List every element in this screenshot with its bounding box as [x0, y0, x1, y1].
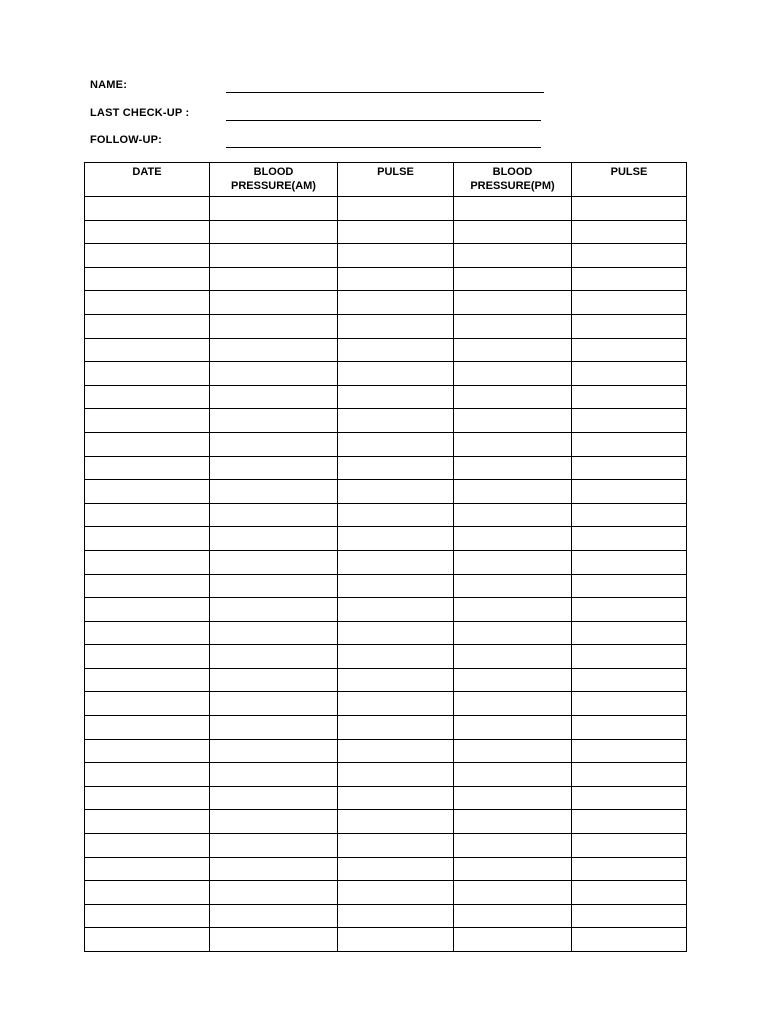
- last-check-up-blank-line[interactable]: [226, 120, 541, 121]
- table-cell-blood-pressure-pm[interactable]: [454, 668, 572, 692]
- table-cell-blood-pressure-am[interactable]: [210, 409, 338, 433]
- follow-up-label: FOLLOW-UP:: [90, 134, 163, 146]
- table-row: [85, 362, 687, 386]
- table-cell-blood-pressure-am[interactable]: [210, 857, 338, 881]
- table-cell-blood-pressure-am[interactable]: [210, 598, 338, 622]
- table-cell-pulse-am[interactable]: [338, 621, 454, 645]
- table-cell-pulse-am[interactable]: [338, 668, 454, 692]
- table-row: [85, 810, 687, 834]
- table-cell-pulse-pm[interactable]: [572, 928, 687, 952]
- table-row: [85, 432, 687, 456]
- table-cell-blood-pressure-pm[interactable]: [454, 432, 572, 456]
- table-row: [85, 550, 687, 574]
- table-cell-pulse-pm[interactable]: [572, 220, 687, 244]
- table-cell-date[interactable]: [85, 456, 210, 480]
- table-cell-pulse-am[interactable]: [338, 503, 454, 527]
- column-header-date: DATE: [85, 163, 210, 197]
- table-cell-blood-pressure-pm[interactable]: [454, 692, 572, 716]
- table-cell-pulse-am[interactable]: [338, 432, 454, 456]
- table-cell-blood-pressure-am[interactable]: [210, 197, 338, 221]
- table-cell-blood-pressure-pm[interactable]: [454, 763, 572, 787]
- table-cell-pulse-am[interactable]: [338, 244, 454, 268]
- table-row: [85, 621, 687, 645]
- table-cell-pulse-pm[interactable]: [572, 291, 687, 315]
- table-cell-blood-pressure-am[interactable]: [210, 881, 338, 905]
- table-row: [85, 881, 687, 905]
- table-row: [85, 598, 687, 622]
- table-cell-pulse-pm[interactable]: [572, 716, 687, 740]
- table-cell-date[interactable]: [85, 267, 210, 291]
- table-cell-pulse-pm[interactable]: [572, 786, 687, 810]
- table-cell-date[interactable]: [85, 527, 210, 551]
- table-cell-pulse-am[interactable]: [338, 904, 454, 928]
- table-cell-date[interactable]: [85, 244, 210, 268]
- table-cell-blood-pressure-pm[interactable]: [454, 857, 572, 881]
- table-row: [85, 857, 687, 881]
- table-cell-blood-pressure-pm[interactable]: [454, 385, 572, 409]
- table-cell-date[interactable]: [85, 385, 210, 409]
- table-cell-blood-pressure-am[interactable]: [210, 550, 338, 574]
- table-cell-date[interactable]: [85, 598, 210, 622]
- table-cell-pulse-pm[interactable]: [572, 763, 687, 787]
- table-row: [85, 291, 687, 315]
- table-cell-pulse-am[interactable]: [338, 338, 454, 362]
- table-cell-blood-pressure-pm[interactable]: [454, 834, 572, 858]
- table-row: [85, 503, 687, 527]
- column-header-pulse-pm: PULSE: [572, 163, 687, 197]
- table-cell-blood-pressure-am[interactable]: [210, 928, 338, 952]
- table-row: [85, 692, 687, 716]
- table-cell-date[interactable]: [85, 314, 210, 338]
- table-header-row: [85, 163, 687, 197]
- table-row: [85, 834, 687, 858]
- table-cell-blood-pressure-am[interactable]: [210, 527, 338, 551]
- table-cell-date[interactable]: [85, 338, 210, 362]
- table-row: [85, 668, 687, 692]
- table-cell-pulse-am[interactable]: [338, 220, 454, 244]
- table-cell-date[interactable]: [85, 668, 210, 692]
- table-cell-blood-pressure-pm[interactable]: [454, 645, 572, 669]
- table-cell-pulse-am[interactable]: [338, 786, 454, 810]
- table-cell-pulse-pm[interactable]: [572, 503, 687, 527]
- table-cell-blood-pressure-am[interactable]: [210, 716, 338, 740]
- table-row: [85, 385, 687, 409]
- table-cell-blood-pressure-pm[interactable]: [454, 503, 572, 527]
- table-row: [85, 645, 687, 669]
- table-cell-blood-pressure-am[interactable]: [210, 220, 338, 244]
- table-cell-date[interactable]: [85, 739, 210, 763]
- table-cell-blood-pressure-pm[interactable]: [454, 928, 572, 952]
- table-cell-blood-pressure-am[interactable]: [210, 267, 338, 291]
- table-cell-pulse-am[interactable]: [338, 197, 454, 221]
- table-cell-blood-pressure-am[interactable]: [210, 739, 338, 763]
- table-cell-date[interactable]: [85, 432, 210, 456]
- table-cell-blood-pressure-pm[interactable]: [454, 409, 572, 433]
- table-cell-pulse-pm[interactable]: [572, 385, 687, 409]
- table-cell-pulse-pm[interactable]: [572, 480, 687, 504]
- table-row: [85, 409, 687, 433]
- table-cell-blood-pressure-pm[interactable]: [454, 267, 572, 291]
- table-cell-pulse-am[interactable]: [338, 881, 454, 905]
- table-row: [85, 763, 687, 787]
- table-row: [85, 786, 687, 810]
- table-cell-pulse-pm[interactable]: [572, 645, 687, 669]
- table-row: [85, 267, 687, 291]
- table-cell-blood-pressure-am[interactable]: [210, 503, 338, 527]
- table-cell-pulse-pm[interactable]: [572, 598, 687, 622]
- table-cell-pulse-am[interactable]: [338, 409, 454, 433]
- table-cell-date[interactable]: [85, 480, 210, 504]
- table-cell-pulse-am[interactable]: [338, 739, 454, 763]
- table-cell-blood-pressure-pm[interactable]: [454, 621, 572, 645]
- table-cell-blood-pressure-pm[interactable]: [454, 904, 572, 928]
- table-row: [85, 574, 687, 598]
- table-cell-pulse-am[interactable]: [338, 928, 454, 952]
- table-cell-pulse-pm[interactable]: [572, 314, 687, 338]
- table-cell-pulse-am[interactable]: [338, 550, 454, 574]
- table-cell-blood-pressure-pm[interactable]: [454, 739, 572, 763]
- table-cell-date[interactable]: [85, 574, 210, 598]
- table-cell-pulse-am[interactable]: [338, 362, 454, 386]
- table-cell-pulse-pm[interactable]: [572, 197, 687, 221]
- table-cell-pulse-am[interactable]: [338, 527, 454, 551]
- table-cell-blood-pressure-am[interactable]: [210, 574, 338, 598]
- column-header-blood-pressure-pm: BLOOD PRESSURE(PM): [454, 163, 572, 197]
- table-cell-blood-pressure-pm[interactable]: [454, 338, 572, 362]
- table-cell-blood-pressure-pm[interactable]: [454, 574, 572, 598]
- name-label: NAME:: [90, 79, 128, 91]
- table-row: [85, 244, 687, 268]
- table-cell-date[interactable]: [85, 362, 210, 386]
- follow-up-blank-line[interactable]: [226, 147, 541, 148]
- table-cell-blood-pressure-am[interactable]: [210, 480, 338, 504]
- table-cell-pulse-pm[interactable]: [572, 527, 687, 551]
- table-row: [85, 527, 687, 551]
- table-cell-blood-pressure-am[interactable]: [210, 621, 338, 645]
- table-cell-blood-pressure-am[interactable]: [210, 456, 338, 480]
- table-cell-pulse-pm[interactable]: [572, 739, 687, 763]
- last-check-up-label: LAST CHECK-UP :: [90, 107, 190, 119]
- table-cell-pulse-pm[interactable]: [572, 432, 687, 456]
- table-row: [85, 456, 687, 480]
- table-cell-pulse-pm[interactable]: [572, 904, 687, 928]
- table-cell-pulse-pm[interactable]: [572, 810, 687, 834]
- table-cell-date[interactable]: [85, 692, 210, 716]
- table-cell-date[interactable]: [85, 881, 210, 905]
- table-row: [85, 716, 687, 740]
- table-cell-date[interactable]: [85, 220, 210, 244]
- table-body: [85, 197, 687, 952]
- column-header-pulse-am: PULSE: [338, 163, 454, 197]
- table-cell-pulse-am[interactable]: [338, 692, 454, 716]
- table-cell-blood-pressure-am[interactable]: [210, 291, 338, 315]
- table-cell-blood-pressure-am[interactable]: [210, 904, 338, 928]
- table-cell-pulse-am[interactable]: [338, 763, 454, 787]
- table-cell-blood-pressure-pm[interactable]: [454, 810, 572, 834]
- table-cell-pulse-pm[interactable]: [572, 409, 687, 433]
- table-cell-blood-pressure-pm[interactable]: [454, 220, 572, 244]
- table-row: [85, 928, 687, 952]
- table-row: [85, 739, 687, 763]
- table-cell-pulse-pm[interactable]: [572, 267, 687, 291]
- table-cell-blood-pressure-pm[interactable]: [454, 598, 572, 622]
- table-cell-blood-pressure-pm[interactable]: [454, 456, 572, 480]
- table-row: [85, 314, 687, 338]
- table-cell-pulse-pm[interactable]: [572, 362, 687, 386]
- name-blank-line[interactable]: [226, 92, 544, 93]
- table-cell-blood-pressure-pm[interactable]: [454, 291, 572, 315]
- table-cell-pulse-am[interactable]: [338, 456, 454, 480]
- table-cell-blood-pressure-am[interactable]: [210, 786, 338, 810]
- table-cell-date[interactable]: [85, 857, 210, 881]
- table-cell-pulse-pm[interactable]: [572, 881, 687, 905]
- table-cell-pulse-am[interactable]: [338, 716, 454, 740]
- table-cell-pulse-pm[interactable]: [572, 574, 687, 598]
- table-cell-pulse-am[interactable]: [338, 834, 454, 858]
- table-cell-blood-pressure-pm[interactable]: [454, 786, 572, 810]
- table-cell-blood-pressure-am[interactable]: [210, 763, 338, 787]
- table-row: [85, 904, 687, 928]
- table-cell-pulse-pm[interactable]: [572, 621, 687, 645]
- table-cell-blood-pressure-am[interactable]: [210, 385, 338, 409]
- table-cell-date[interactable]: [85, 834, 210, 858]
- table-cell-blood-pressure-pm[interactable]: [454, 314, 572, 338]
- table-cell-pulse-am[interactable]: [338, 598, 454, 622]
- table-cell-date[interactable]: [85, 197, 210, 221]
- table-cell-blood-pressure-am[interactable]: [210, 362, 338, 386]
- table-cell-date[interactable]: [85, 928, 210, 952]
- table-cell-blood-pressure-am[interactable]: [210, 645, 338, 669]
- table-cell-blood-pressure-pm[interactable]: [454, 527, 572, 551]
- table-cell-pulse-pm[interactable]: [572, 857, 687, 881]
- table-cell-pulse-am[interactable]: [338, 857, 454, 881]
- table-row: [85, 480, 687, 504]
- table-cell-date[interactable]: [85, 786, 210, 810]
- table-cell-blood-pressure-pm[interactable]: [454, 197, 572, 221]
- table-cell-date[interactable]: [85, 409, 210, 433]
- table-cell-blood-pressure-pm[interactable]: [454, 362, 572, 386]
- table-cell-date[interactable]: [85, 763, 210, 787]
- table-cell-date[interactable]: [85, 291, 210, 315]
- table-cell-pulse-pm[interactable]: [572, 834, 687, 858]
- table-cell-blood-pressure-pm[interactable]: [454, 716, 572, 740]
- table-cell-pulse-pm[interactable]: [572, 338, 687, 362]
- table-cell-blood-pressure-pm[interactable]: [454, 550, 572, 574]
- table-cell-pulse-pm[interactable]: [572, 244, 687, 268]
- table-cell-pulse-am[interactable]: [338, 480, 454, 504]
- table-cell-date[interactable]: [85, 645, 210, 669]
- table-cell-pulse-am[interactable]: [338, 645, 454, 669]
- table-cell-blood-pressure-am[interactable]: [210, 692, 338, 716]
- table-cell-pulse-am[interactable]: [338, 810, 454, 834]
- table-cell-date[interactable]: [85, 904, 210, 928]
- table-cell-blood-pressure-am[interactable]: [210, 338, 338, 362]
- table-cell-pulse-pm[interactable]: [572, 456, 687, 480]
- table-cell-blood-pressure-am[interactable]: [210, 244, 338, 268]
- table-cell-blood-pressure-am[interactable]: [210, 314, 338, 338]
- table-cell-pulse-am[interactable]: [338, 291, 454, 315]
- table-cell-blood-pressure-am[interactable]: [210, 834, 338, 858]
- table-cell-pulse-pm[interactable]: [572, 692, 687, 716]
- table-cell-blood-pressure-am[interactable]: [210, 668, 338, 692]
- column-header-blood-pressure-am: BLOOD PRESSURE(AM): [210, 163, 338, 197]
- table-cell-date[interactable]: [85, 810, 210, 834]
- blood-pressure-log-table: [84, 162, 687, 952]
- table-row: [85, 338, 687, 362]
- table-cell-date[interactable]: [85, 503, 210, 527]
- table-row: [85, 220, 687, 244]
- table-cell-blood-pressure-pm[interactable]: [454, 480, 572, 504]
- table-cell-date[interactable]: [85, 621, 210, 645]
- table-cell-blood-pressure-pm[interactable]: [454, 881, 572, 905]
- table-cell-pulse-am[interactable]: [338, 385, 454, 409]
- table-cell-pulse-am[interactable]: [338, 267, 454, 291]
- table-cell-pulse-pm[interactable]: [572, 668, 687, 692]
- table-cell-blood-pressure-am[interactable]: [210, 432, 338, 456]
- table-row: [85, 197, 687, 221]
- table-cell-blood-pressure-am[interactable]: [210, 810, 338, 834]
- table-cell-pulse-am[interactable]: [338, 574, 454, 598]
- table-cell-date[interactable]: [85, 716, 210, 740]
- table-cell-blood-pressure-pm[interactable]: [454, 244, 572, 268]
- table-cell-pulse-pm[interactable]: [572, 550, 687, 574]
- table-cell-pulse-am[interactable]: [338, 314, 454, 338]
- table-cell-date[interactable]: [85, 550, 210, 574]
